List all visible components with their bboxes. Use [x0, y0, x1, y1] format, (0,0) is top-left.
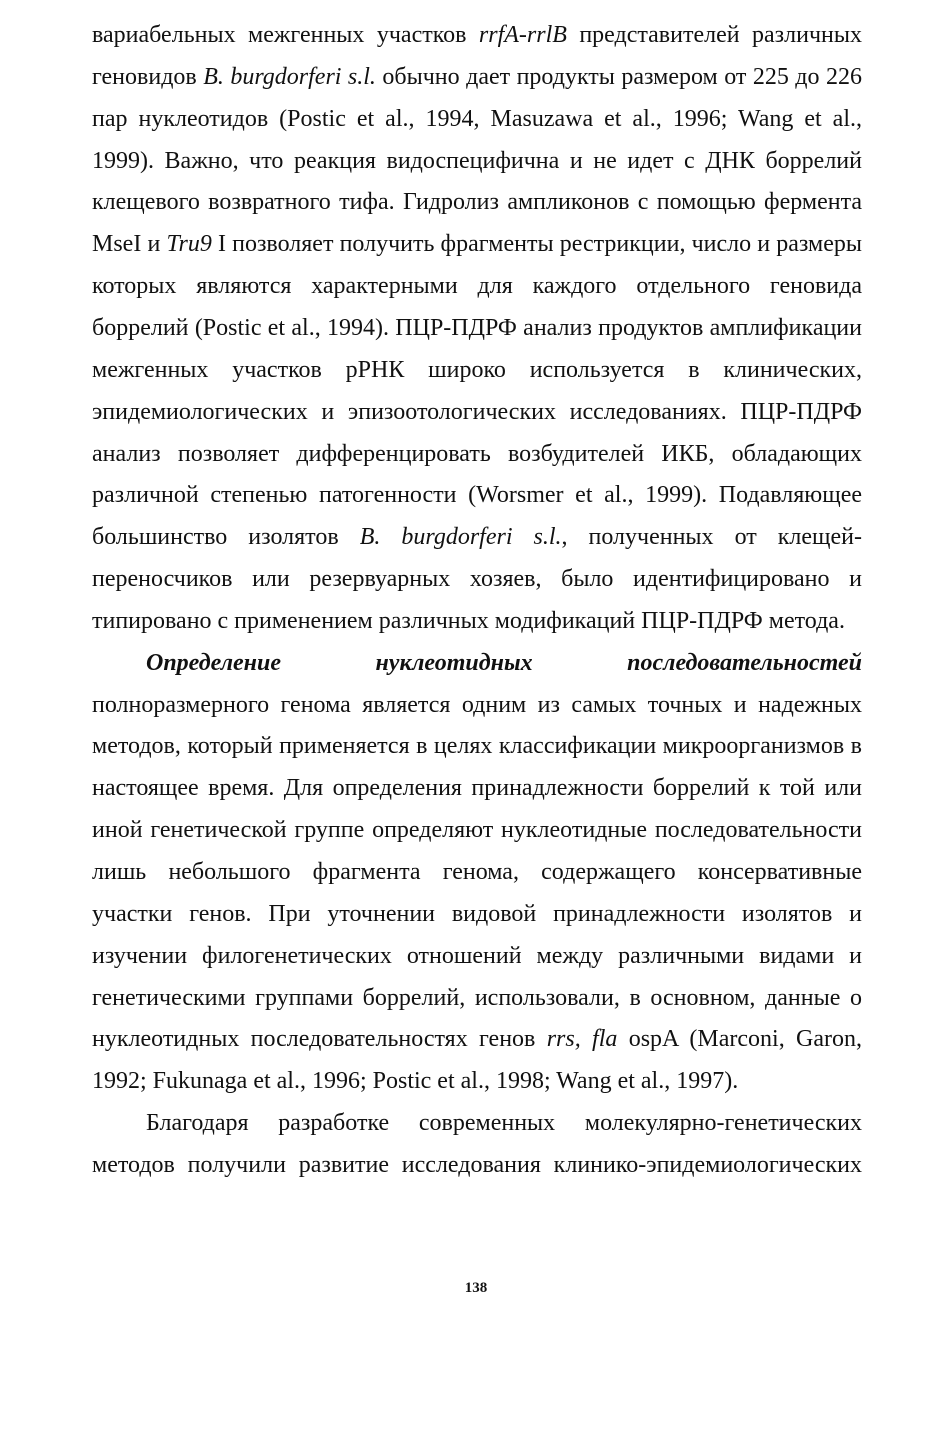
styled-text-segment: Tru9	[166, 231, 212, 258]
text-segment: 1999). Важно, что реакция видоспецифична и не идет с ДНК боррелий	[92, 147, 862, 174]
text-segment: участки генов. При уточнении видовой принадлежности изолятов и	[92, 900, 862, 927]
text-segment: I позволяет получить фрагменты рестрикции, число и размеры	[211, 231, 862, 258]
text-segment: изучении филогенетических отношений между различными видами и	[92, 942, 862, 969]
text-segment: полноразмерного генома является одним из самых точных и надежных	[92, 691, 862, 718]
text-segment: MseI и	[92, 231, 167, 258]
text-segment: представителей различных	[566, 22, 862, 48]
text-line	[92, 1024, 862, 1054]
styled-text-segment: B. burgdorferi s.l.	[359, 524, 562, 551]
text-line	[92, 355, 862, 385]
text-line	[92, 104, 862, 134]
text-segment: переносчиков или резервуарных хозяев, было идентифицировано и	[92, 566, 862, 593]
text-segment: вариабельных межгенных участков	[92, 22, 479, 48]
text-line	[146, 648, 862, 678]
text-segment: , полученных от клещей-	[561, 524, 863, 551]
text-segment: методов получили развитие исследования клинико-эпидемиологических	[92, 1151, 862, 1178]
text-line	[92, 1066, 862, 1096]
text-segment: клещевого возвратного тифа. Гидролиз ампликонов с помощью фермента	[92, 189, 862, 216]
text-segment: настоящее время. Для определения принадлежности боррелий к той или	[92, 775, 862, 802]
text-line	[146, 1108, 862, 1138]
text-line	[92, 606, 862, 636]
text-line	[92, 62, 862, 92]
text-line	[92, 146, 862, 176]
styled-text-segment: B. burgdorferi s.l.	[203, 63, 376, 90]
text-line	[92, 20, 862, 50]
text-line	[92, 983, 862, 1013]
text-line	[92, 229, 862, 259]
text-segment: геновидов	[92, 63, 204, 90]
text-segment: методов, который применяется в целях классификации микроорганизмов в	[92, 733, 862, 760]
styled-text-segment: Определение нуклеотидных последовательностей	[146, 649, 862, 676]
text-line	[92, 857, 862, 887]
styled-text-segment: rrs, fla	[546, 1026, 618, 1053]
text-segment: которых являются характерными для каждого отдельного геновида	[92, 273, 862, 300]
text-segment: иной генетической группе определяют нуклеотидные последовательности	[92, 817, 862, 844]
text-line	[92, 397, 862, 427]
text-segment: генетическими группами боррелий, использовали, в основном, данные о	[92, 984, 862, 1011]
text-line	[92, 1150, 862, 1180]
text-segment: Благодаря разработке современных молекулярно-генетических	[146, 1110, 862, 1137]
text-line	[92, 899, 862, 929]
page-number: 138	[464, 1280, 488, 1296]
text-line	[92, 522, 862, 552]
text-line	[92, 439, 862, 469]
text-segment: большинство изолятов	[92, 524, 360, 551]
text-line	[92, 480, 862, 510]
styled-text-segment: rrfA-rrlB	[478, 22, 567, 48]
text-segment: ospA (Marconi, Garon,	[617, 1026, 862, 1053]
text-line	[92, 941, 862, 971]
text-segment: лишь небольшого фрагмента генома, содержащего консервативные	[92, 859, 862, 885]
text-line	[92, 564, 862, 594]
text-line	[92, 815, 862, 845]
text-segment: 1992; Fukunaga et al., 1996; Postic et al., 1998; Wang et al., 1997).	[92, 1068, 739, 1095]
text-line	[92, 187, 862, 217]
text-segment: обычно дает продукты размером от 225 до 226	[375, 63, 862, 90]
text-line	[92, 313, 862, 343]
text-line	[92, 773, 862, 803]
text-segment: боррелий (Postic et al., 1994). ПЦР-ПДРФ анализ продуктов амплификации	[92, 314, 862, 341]
text-segment: типировано с применением различных модификаций ПЦР-ПДРФ метода.	[92, 607, 845, 634]
text-segment: эпидемиологических и эпизоотологических исследованиях. ПЦР-ПДРФ	[92, 398, 862, 425]
text-segment: анализ позволяет дифференцировать возбудителей ИКБ, обладающих	[92, 440, 862, 467]
text-segment: нуклеотидных последовательностях генов	[92, 1026, 547, 1053]
text-segment: пар нуклеотидов (Postic et al., 1994, Masuzawa et al., 1996; Wang et al.,	[92, 105, 862, 132]
text-line	[92, 271, 862, 301]
text-line	[92, 690, 862, 720]
text-segment: различной степенью патогенности (Worsmer et al., 1999). Подавляющее	[92, 482, 862, 509]
text-line	[92, 731, 862, 761]
text-segment: межгенных участков рРНК широко используется в клинических,	[92, 356, 862, 383]
